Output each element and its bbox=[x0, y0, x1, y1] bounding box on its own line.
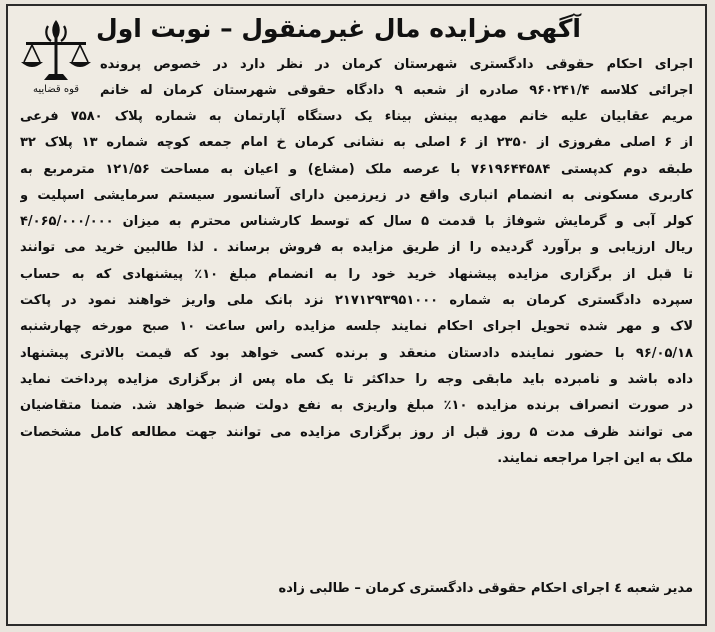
judiciary-emblem bbox=[18, 14, 94, 102]
signature: مدیر شعبه ٤ اجرای احکام حقوقی دادگستری کرمان – طالبی زاده bbox=[278, 581, 693, 596]
emblem-caption: قوه قضاییه bbox=[32, 84, 80, 95]
text-line: طبقه دوم کدپستی ۷۶۱۹۶۴۴۵۸۴ با عرصه ملک (مشاع) و اعیان به مساحت ۱۲۱/۵۶ مترمربع به bbox=[20, 161, 693, 177]
text-line: از ۶ اصلی مفروزی از ۲۳۵۰ از ۶ اصلی به نشانی کرمان خ امام جمعه کوچه شماره ۱۳ پلاک ۳۲ bbox=[20, 135, 693, 151]
notice-body-text bbox=[20, 104, 693, 472]
text-line: تا قبل از برگزاری مزایده پیشنهاد خرید خود را به انضمام مبلغ ۱۰٪ پیشنهادی که به حساب bbox=[20, 266, 693, 282]
auction-notice bbox=[6, 4, 707, 626]
text-line: کولر آبی و گرمایش شوفاژ با قدمت ۵ سال که توسط کارشناس محترم به میزان ۴/۰۶۵/۰۰۰/۰۰۰ bbox=[20, 214, 693, 230]
text-line: لاک و مهر شده تحویل اجرای احکام نمایند جلسه مزایده راس ساعت ۱۰ صبح مورخه چهارشنبه bbox=[20, 319, 693, 335]
text-line: سپرده دادگستری کرمان به شماره ۲۱۷۱۲۹۳۹۵۱۰۰۰ نزد بانک ملی واریز خواهند نمود در پاکت bbox=[20, 293, 693, 309]
text-line: اجرای احکام حقوقی دادگستری شهرستان کرمان در نظر دارد در خصوص پرونده bbox=[100, 57, 693, 72]
text-line: کاربری مسکونی به انضمام انباری واقع در زیرزمین دارای آسانسور سیستم سرمایشی اسپلیت و bbox=[20, 187, 693, 203]
text-line: ملک به این اجرا مراجعه نمایند. bbox=[497, 450, 693, 466]
notice-title: آگهی مزایده مال غیرمنقول – نوبت اول bbox=[96, 14, 581, 43]
notice-header-text bbox=[100, 52, 693, 105]
text-line: می توانند ظرف مدت ۵ روز قبل از روز برگزاری مزایده می توانند جهت مطالعه کامل مشخصات bbox=[20, 424, 693, 440]
text-line: در صورت انصراف برنده مزایده ۱۰٪ مبلغ واریزی به نفع دولت ضبط خواهد شد. ضمنا متقاضیان bbox=[20, 398, 693, 414]
text-line: ۹۶/۰۵/۱۸ با حضور نماینده دادستان منعقد و برنده کسی خواهد بود که قیمت بالاتری پیشنهاد bbox=[20, 345, 693, 361]
text-line: اجرائی کلاسه ۹۶۰۲۴۱/۴ صادره از شعبه ۹ دادگاه حقوقی شهرستان کرمان له خانم bbox=[100, 83, 693, 99]
text-line: مریم عقابیان علیه خانم مهدیه بینش بیناء یک دستگاه آپارتمان به شماره پلاک ۷۵۸۰ فرعی bbox=[20, 109, 693, 124]
text-line: داده باشد و نامبرده باید مابقی وجه را حداکثر تا یک ماه پس از برگزاری مزایده پرداخت نماید bbox=[20, 371, 693, 387]
scales-of-justice-icon bbox=[18, 14, 94, 86]
text-line: ریال ارزیابی و برآورد گردیده را از طریق مزایده به فروش برساند . لذا طالبین خرید می توانند bbox=[20, 240, 693, 256]
